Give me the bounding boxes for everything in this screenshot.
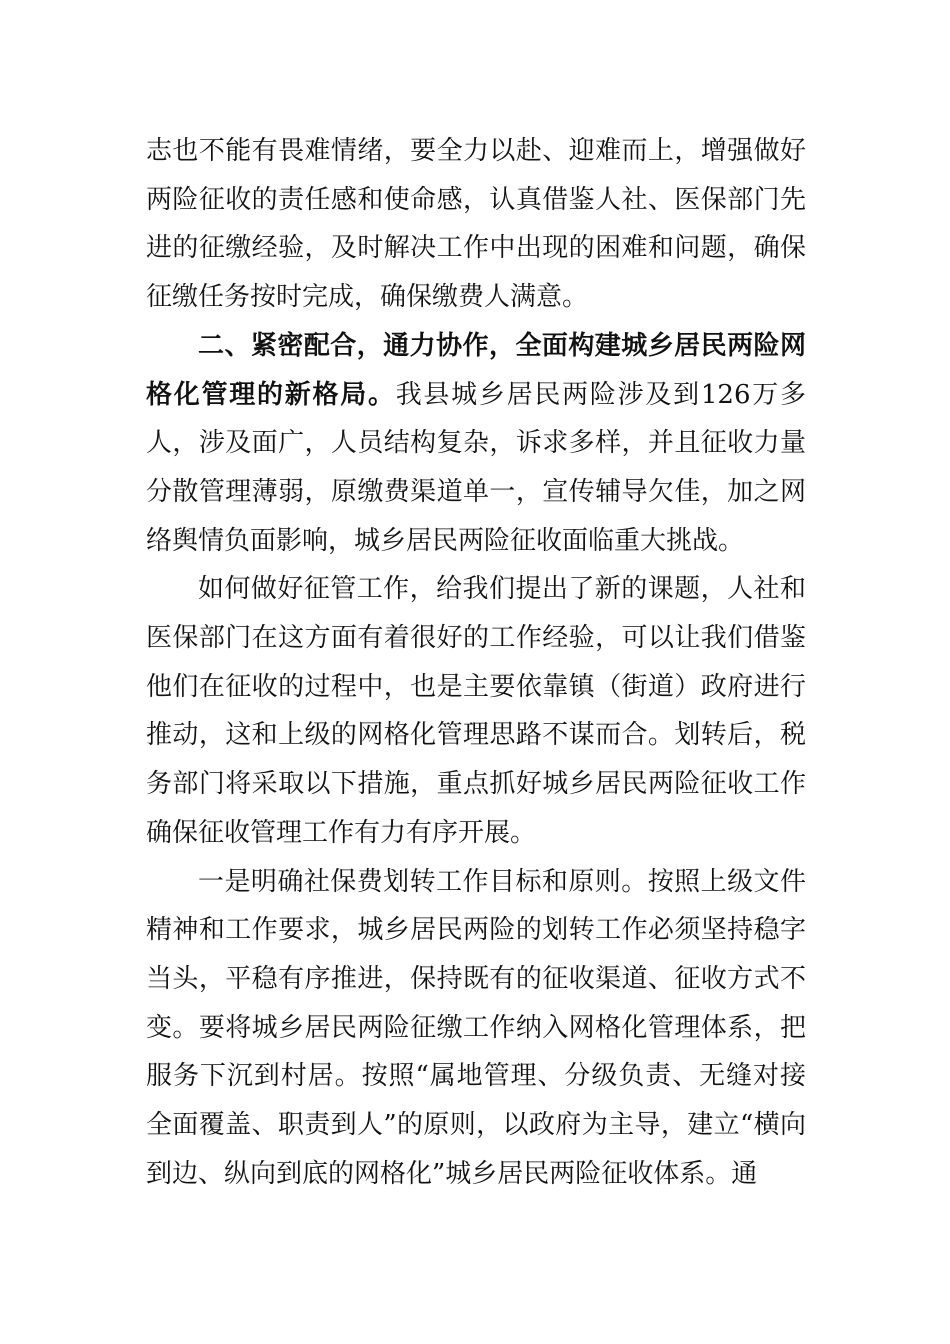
section-body: 我县城乡居民两险涉及到126万多人，涉及面广，人员结构复杂，诉求多样，并且征收力量分散管理薄弱，原缴费渠道单一，宣传辅导欠佳，加之网络舆情负面影响，城乡居民两险征收面临重大挑战。 bbox=[146, 379, 806, 556]
paragraph-continuation: 志也不能有畏难情绪，要全力以赴、迎难而上，增强做好两险征收的责任感和使命感，认真借鉴人社、医保部门先进的征缴经验，及时解决工作中出现的困难和问题，确保征缴任务按时完成，确保缴费人满意。 bbox=[146, 136, 806, 313]
paragraph-section-two bbox=[146, 322, 806, 566]
paragraph-goals: 一是明确社保费划转工作目标和原则。按照上级文件精神和工作要求，城乡居民两险的划转工作必须坚持稳字当头，平稳有序推进，保持既有的征收渠道、征收方式不变。要将城乡居民两险征缴工作纳入网格化管理体系，把服务下沉到村居。按照“属地管理、分级负责、无缝对接全面覆盖、职责到人”的原则，以政府为主导，建立“横向到边、纵向到底的网格化”城乡居民两险征收体系。通 bbox=[146, 866, 806, 1189]
section-heading: 二、紧密配合，通力协作，全面构建城乡居民两险网格化管理的新格局。 bbox=[146, 330, 806, 410]
paragraph-management: 如何做好征管工作，给我们提出了新的课题，人社和医保部门在这方面有着很好的工作经验，可以让我们借鉴他们在征收的过程中，也是主要依靠镇（街道）政府进行推动，这和上级的网格化管理思路不谋而合。划转后，税务部门将采取以下措施，重点抓好城乡居民两险征收工作确保征收管理工作有力有序开展。 bbox=[146, 574, 806, 848]
document-body bbox=[146, 127, 806, 1198]
